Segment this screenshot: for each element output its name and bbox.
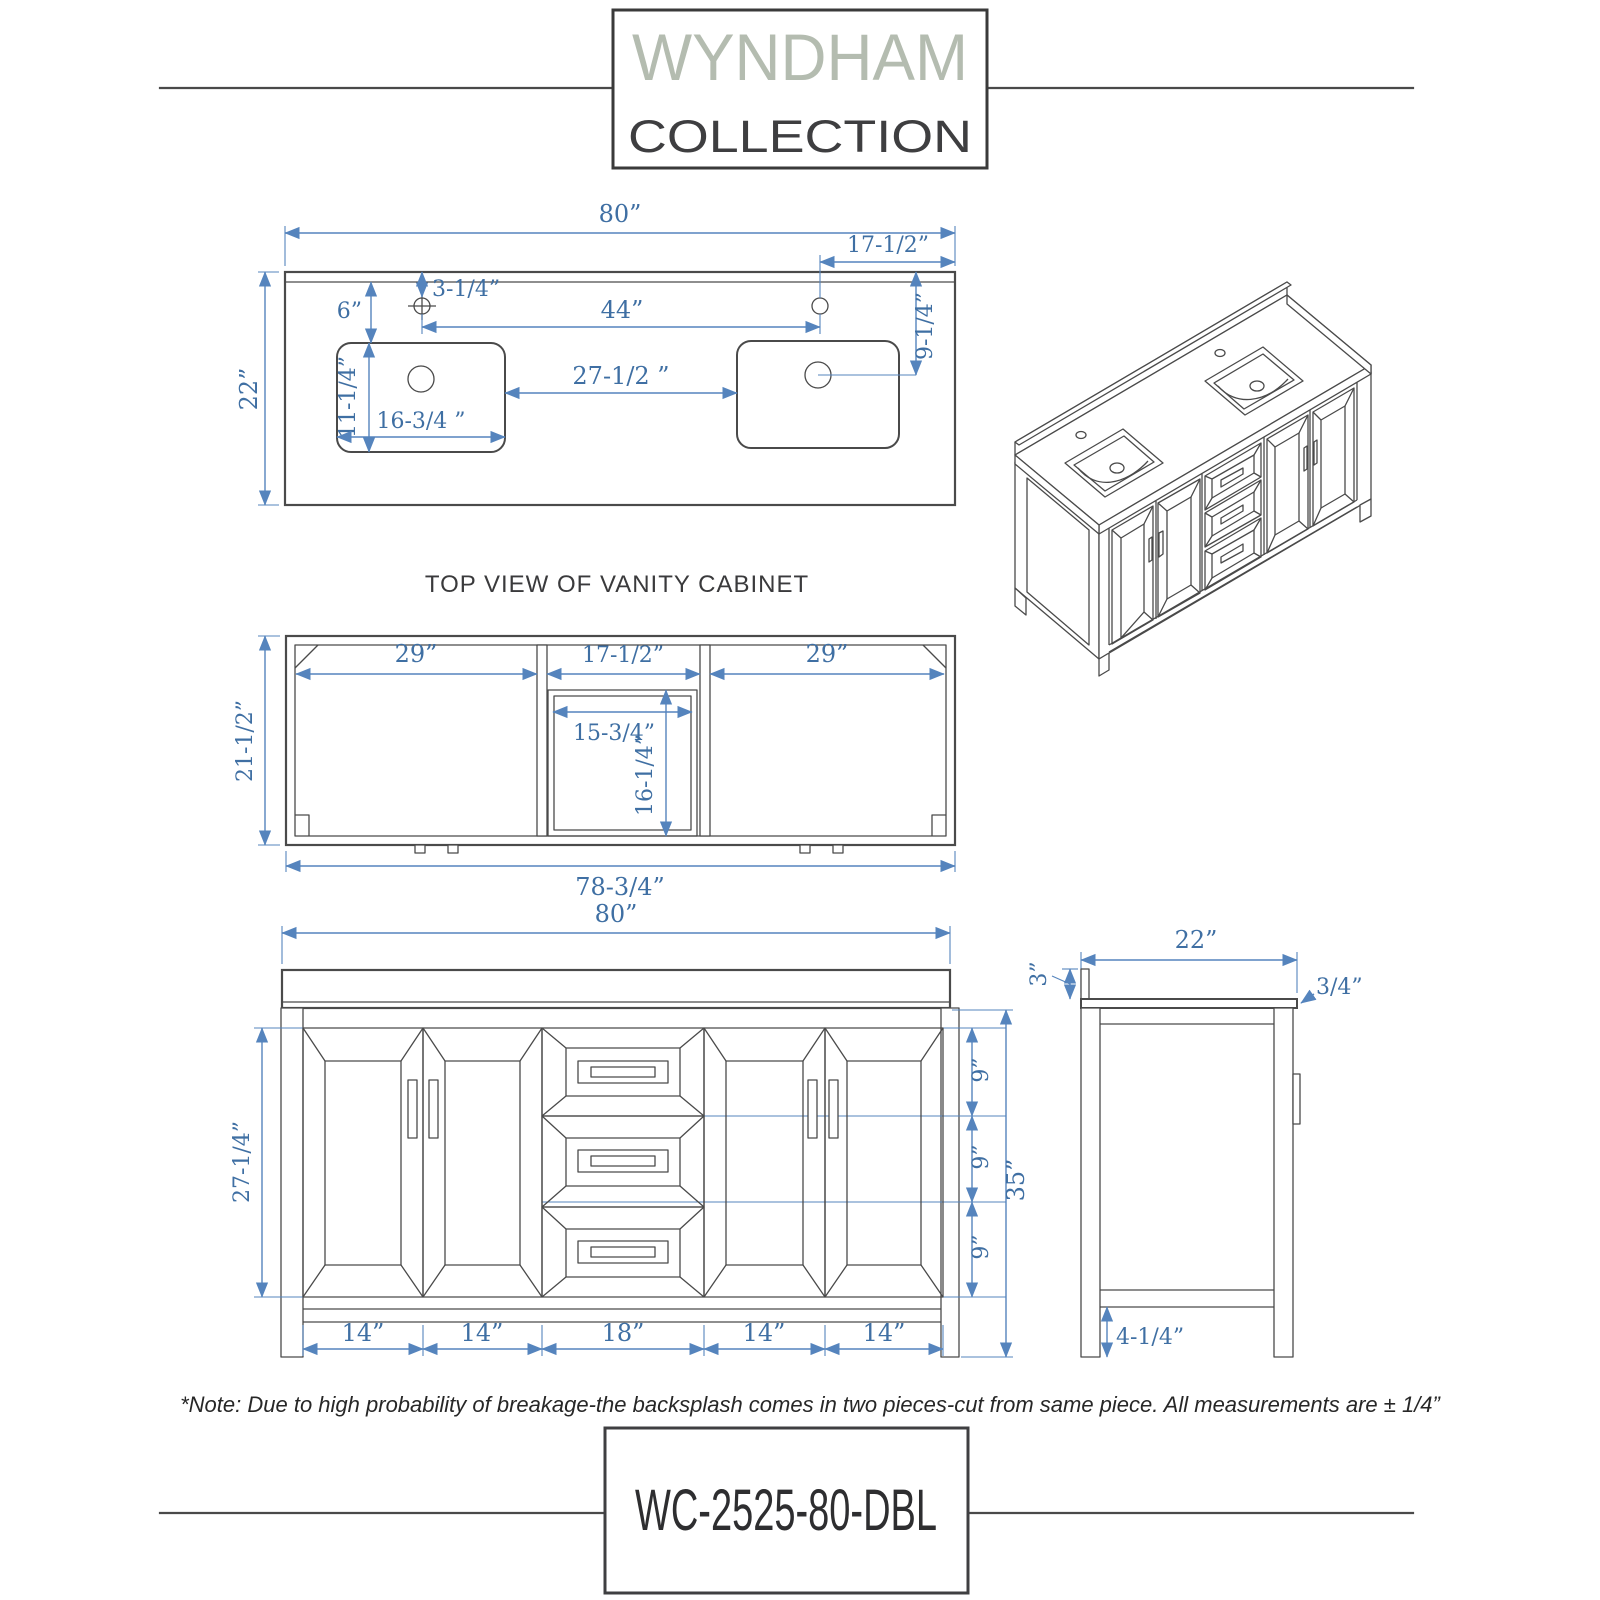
- side-countertop: [1081, 999, 1297, 1008]
- iso-right-faucet-hole: [1215, 350, 1225, 357]
- dim-sink-depth: 11-1/4”: [336, 355, 361, 439]
- side-front-leg: [1081, 1008, 1100, 1357]
- divider-wall-left: [537, 645, 547, 836]
- side-view: [1027, 926, 1363, 1357]
- foot-tab: [415, 845, 425, 853]
- dim-section-w2: 14”: [460, 1319, 504, 1347]
- dim-section-w5: 14”: [862, 1319, 906, 1347]
- right-sink-cutout: [737, 341, 899, 448]
- dim-section-w3: 18”: [601, 1319, 645, 1347]
- dim-drain-setback: 9-1/4”: [913, 291, 938, 361]
- door-2: [423, 1028, 542, 1297]
- drawer-handle: [591, 1067, 655, 1077]
- cabinet-top-view: [233, 636, 955, 901]
- dim-drawer-h2: 9”: [969, 1144, 994, 1170]
- dim-bottom-clearance: 4-1/4”: [1116, 1325, 1185, 1350]
- countertop-top-view: [235, 200, 955, 505]
- front-view: [230, 900, 1030, 1357]
- dim-right-faucet-to-edge: 17-1/2”: [846, 233, 930, 258]
- dim-cabinet-overall-width: 78-3/4”: [575, 873, 665, 901]
- dim-sink-width: 16-3/4 ”: [376, 409, 466, 434]
- front-left-leg: [281, 1008, 303, 1357]
- dim-front-width: 80”: [594, 900, 638, 928]
- dim-faucet-spacing: 44”: [600, 296, 644, 324]
- tolerance-note: *Note: Due to high probability of breakage-the backsplash comes in two pieces-cut from same piece. All measurements are ± 1/4”: [180, 1392, 1440, 1417]
- drawer-handle: [591, 1247, 655, 1257]
- foot-tab: [833, 845, 843, 853]
- left-sink-drain: [408, 366, 434, 392]
- isometric-view: [1015, 282, 1371, 676]
- divider-wall-right: [700, 645, 710, 836]
- right-faucet-hole: [812, 298, 828, 314]
- dim-sink-spacing: 27-1/2 ”: [572, 362, 670, 390]
- header: [160, 10, 1413, 168]
- door-handle: [408, 1080, 417, 1138]
- dim-drawer-h3: 9”: [969, 1234, 994, 1260]
- door-handle: [429, 1080, 438, 1138]
- dim-side-depth: 22”: [1174, 926, 1218, 954]
- foot-tab: [800, 845, 810, 853]
- door-4: [825, 1028, 943, 1297]
- dim-countertop-depth: 22”: [235, 367, 263, 411]
- door-1: [303, 1028, 423, 1297]
- side-door-handle: [1293, 1074, 1300, 1124]
- left-sink-cutout: [337, 343, 505, 452]
- dim-backsplash-to-sink: 6”: [336, 299, 362, 324]
- footer: [160, 1428, 1413, 1593]
- dim-door-height: 27-1/4”: [230, 1120, 255, 1204]
- side-back-leg: [1274, 1008, 1293, 1357]
- brand-name-secondary: COLLECTION: [628, 111, 972, 162]
- iso-left-faucet-hole: [1076, 432, 1086, 439]
- brand-name-primary: WYNDHAM: [632, 20, 968, 94]
- dim-countertop-width: 80”: [598, 200, 642, 228]
- dim-cabinet-depth: 21-1/2”: [233, 699, 258, 783]
- front-right-leg: [941, 1008, 959, 1357]
- dim-faucet-setback: 3-1/4”: [432, 277, 501, 302]
- front-bottom-dims: [303, 1319, 943, 1356]
- front-drawers: [542, 1028, 704, 1297]
- dim-countertop-thickness: 3/4”: [1316, 975, 1363, 1000]
- dim-drawer-h1: 9”: [969, 1057, 994, 1083]
- dim-overall-height: 35”: [1002, 1158, 1030, 1202]
- dim-drawer-box-depth: 16-1/4”: [633, 733, 658, 817]
- dim-left-opening: 29”: [394, 640, 438, 668]
- dim-center-opening: 17-1/2”: [581, 643, 665, 668]
- model-number: WC-2525-80-DBL: [635, 1478, 937, 1543]
- dim-section-w4: 14”: [742, 1319, 786, 1347]
- side-backsplash: [1081, 969, 1089, 999]
- door-handle: [808, 1080, 817, 1138]
- door-handle: [829, 1080, 838, 1138]
- drawer-handle: [591, 1156, 655, 1166]
- dim-section-w1: 14”: [341, 1319, 385, 1347]
- foot-tab: [448, 845, 458, 853]
- dim-backsplash-height: 3”: [1027, 961, 1052, 987]
- dim-right-opening: 29”: [805, 640, 849, 668]
- dim-drawer-box-width: 15-3/4”: [572, 721, 656, 746]
- door-3: [704, 1028, 825, 1297]
- cabinet-top-view-title: TOP VIEW OF VANITY CABINET: [424, 571, 810, 598]
